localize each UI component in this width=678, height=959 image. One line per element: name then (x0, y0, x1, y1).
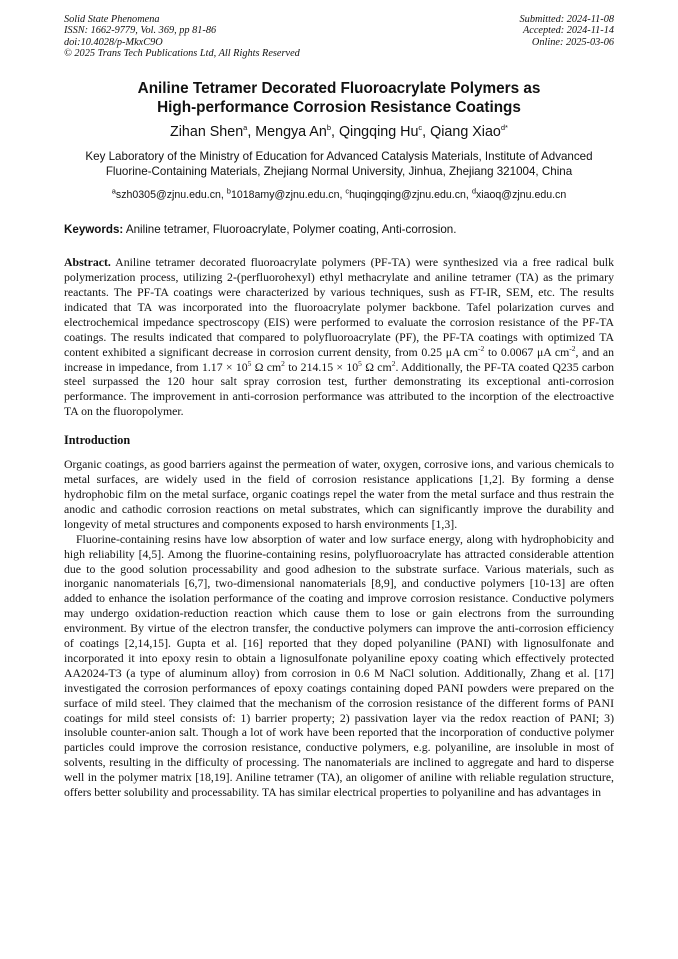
abstract-superscript: -2 (478, 343, 485, 353)
email-address: szh0305@zjnu.edu.cn (115, 189, 221, 202)
abstract-text: to 0.0067 μA cm (484, 344, 570, 359)
author-name: Mengya An (255, 124, 327, 141)
issn-line: ISSN: 1662-9779, Vol. 369, pp 81-86 (64, 25, 217, 37)
author-affiliation-mark: b (326, 123, 331, 133)
keywords-label: Keywords: (64, 223, 124, 237)
journal-header (64, 14, 614, 59)
journal-info (64, 14, 300, 59)
email-address: 1018amy@zjnu.edu.cn (230, 189, 340, 202)
author-name: Zihan Shen (170, 124, 244, 141)
abstract-text: . Additionally, the PF-TA coated Q235 carbon steel surpassed the 120 hour salt spray corrosion test, further demonstrating its exceptional anti-corrosion performance. The improvement in anti-corrosion performance was attributed to the incorption of the electroactive TA on the fluoropolymer. (64, 359, 614, 419)
email-list (64, 188, 614, 202)
author-separator: , (422, 124, 431, 141)
author-list (64, 123, 614, 141)
abstract-superscript: 2 (281, 358, 285, 368)
dates-info (520, 14, 614, 59)
author-affiliation-mark: c (418, 123, 423, 133)
email-mark: a (111, 186, 116, 196)
abstract-superscript: 2 (391, 358, 396, 368)
email-separator: , (339, 189, 346, 202)
abstract-label: Abstract. (64, 255, 111, 270)
copyright-line: © 2025 Trans Tech Publications Ltd, All Rights Reserved (64, 47, 300, 59)
author-affiliation-mark: d* (500, 123, 508, 133)
abstract-superscript: -2 (569, 343, 576, 353)
abstract-superscript: 5 (358, 358, 362, 368)
affiliation-line-1: Key Laboratory of the Ministry of Education for Advanced Catalysis Materials, Institute of Advanced (85, 150, 593, 164)
accepted-date: Accepted: 2024-11-14 (522, 25, 614, 37)
paper-title (64, 79, 614, 117)
email-address: xiaoq@zjnu.edu.cn (475, 189, 567, 202)
abstract (64, 255, 614, 419)
abstract-text: to 214.15 × 10 (284, 359, 359, 374)
email-mark: c (345, 186, 350, 196)
online-date: Online: 2025-03-06 (531, 36, 614, 48)
introduction-heading: Introduction (64, 433, 131, 448)
keywords-text: Aniline tetramer, Fluoroacrylate, Polymer coating, Anti-corrosion. (125, 223, 457, 237)
abstract-text: , and an increase in impedance, from 1.17 × 10 (64, 344, 615, 374)
abstract-text: Ω cm (251, 359, 282, 374)
author-name: Qingqing Hu (338, 124, 419, 141)
doi-line: doi:10.4028/p-MkxC9O (64, 36, 163, 48)
title-line-1: Aniline Tetramer Decorated Fluoroacrylate Polymers as (137, 80, 541, 98)
journal-name: Solid State Phenomena (64, 14, 160, 25)
email-address: huqingqing@zjnu.edu.cn (349, 189, 466, 202)
author-separator: , (247, 124, 256, 141)
author-name: Qiang Xiao (430, 124, 501, 141)
abstract-superscript: 5 (247, 358, 252, 368)
affiliation-line-2: Fluorine-Containing Materials, Zhejiang Normal University, Jinhua, Zhejiang 321004, China (105, 165, 573, 179)
email-separator: , (220, 189, 227, 202)
keywords (64, 222, 614, 237)
abstract-text: Aniline tetramer decorated fluoroacrylate polymers (PF-TA) were synthesized via a free radical bulk polymerization process, utilizing 2-(perfluorohexyl) ethyl methacrylate and aniline tetramer (TA) as the primary reactants. The PF-TA coatings were characterized by various techniques, sush as FT-IR, SEM, etc. The results indicated that TA was incorporated into the fluoroacrylate polymer backbone. Tafel polarization curves and electrochemical impedance spectroscopy (EIS) were performed to evaluate the corrosion resistance of the PF-TA coatings. The results indicated that compared to polyfluoroacrylate (PF), the PF-TA coatings with optimized TA content exhibited a significant decrease in corrosion current density, from 0.25 μA cm (64, 255, 614, 359)
email-mark: d (471, 186, 476, 196)
email-mark: b (226, 186, 231, 196)
email-separator: , (465, 189, 472, 202)
title-line-2: High-performance Corrosion Resistance Coatings (157, 99, 521, 117)
submitted-date: Submitted: 2024-11-08 (519, 14, 614, 25)
intro-paragraph-2: Fluorine-containing resins have low absorption of water and low surface energy, along with hydrophobicity and high reliability [4,5]. Among the fluorine-containing resins, polyfluoroacrylate has attracted considerable attention due to the good solution processability and good adhesion to the substrate surface. Various materials, such as inorganic nanomaterials [6,7], two-dimensional nanomaterials [8,9], and conductive polymers [10-13] are often added to enhance the isolation performance of the coating and improve corrosion resistance. Conductive polymers may undergo oxidation-reduction reaction which cause them to lose or gain electrons from the surrounding environment. By virtue of the electron transfer, the conductive polymers can improve the anti-corrosion efficiency of coatings [2,14,15]. Gupta et al. [16] reported that they doped polyaniline (PANI) with lignosulfonate and incorporated it into epoxy resin to obtain a lignosulfonate polyaniline epoxy coating which effectively protected AA2024-T3 (a type of aluminum alloy) from corrosion in 0.6 M NaCl solution. Additionally, Zhang et al. [17] investigated the corrosion performances of epoxy coatings containing doped PANI powders were prepared on the surface of mild steel. They claimed that the mechanism of the corrosion resistance of the different forms of PANI coatings for mild steel consists of: 1) barrier property; 2) passivation layer via the redox reaction of PANI; 3) insoluble counter-anion salt. Though a lot of work have been reported that the incorporation of conductive polymer particles could improve the corrosion resistance, conductive polymers, e.g. polyaniline, are insoluble in most of solvents, resulting in the difficulty of processing. The nanomaterials are inclined to aggregate and hard to disperse well in the polymer matrix [18,19]. Aniline tetramer (TA), an oligomer of aniline with reliable regulation structure, offers better solubility and processability. TA has similar electrical properties to polyaniline and has advantages in (64, 531, 614, 800)
intro-paragraph-1: Organic coatings, as good barriers against the permeation of water, oxygen, corrosive ions, and various chemicals to metal surfaces, are widely used in the field of corrosion resistance applications [1,2]. By forming a dense hydrophobic film on the metal surface, organic coatings repel the water from the metal surface and thus restrain the anodic and cathodic corrosion reactions on metal substrates, which can significantly improve the durability and longevity of metal structures and components exposed to harsh environments [1,3]. (64, 457, 614, 531)
abstract-text: Ω cm (361, 359, 392, 374)
author-separator: , (330, 124, 339, 141)
author-affiliation-mark: a (243, 123, 248, 133)
affiliation (64, 149, 614, 179)
